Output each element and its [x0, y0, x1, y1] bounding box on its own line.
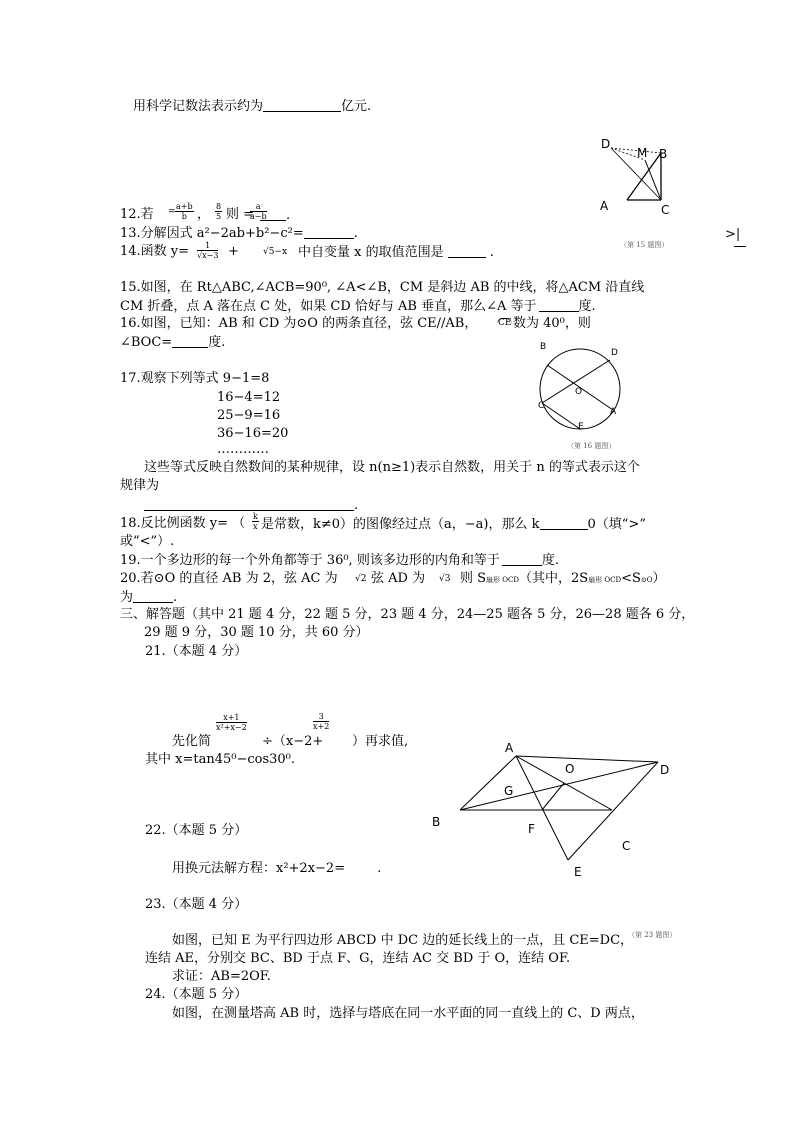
answer-blank[interactable]: [172, 335, 208, 348]
q21-div: ÷（x−2+: [262, 734, 324, 749]
fig16-label-D: D: [611, 348, 618, 358]
fig15-label-B: B: [659, 147, 668, 161]
answer-blank[interactable]: [144, 498, 354, 511]
q14-prefix: 14.函数 y=: [120, 244, 190, 259]
q15-line1: 15.如图，在 Rt△ABC,∠ACB=90⁰, ∠A<∠B，CM 是斜边 AB 的中线，将△ACM 沿直线: [120, 280, 645, 295]
q12-fraction-1: $\frac{a+b}{b}$: [176, 202, 193, 221]
q24-line1: 如图，在测量塔高 AB 时，选择与塔底在同一水平面的同一直线上的 C、D 两点，: [172, 1006, 644, 1021]
q23-line1: 如图，已知 E 为平行四边形 ABCD 中 DC 边的延长线上的一点，且 CE=DC，: [172, 933, 634, 948]
q18-prefix: 18.反比例函数 y= （: [120, 516, 246, 531]
answer-blank[interactable]: [133, 590, 173, 603]
fig15-label-D: D: [601, 137, 611, 151]
fig23-label-B: B: [432, 815, 441, 829]
q21-line2: 其中 x=tan45⁰−cos30⁰.: [145, 752, 296, 767]
q12-fraction-2: $\frac{8}{5}$: [216, 202, 222, 221]
fig23-BD: [460, 762, 658, 810]
fig15-caption: （第 15 题图）: [620, 241, 669, 249]
q14-rest: 中自变量 x 的取值范围是 .: [298, 245, 494, 260]
figure-16: [530, 340, 630, 435]
fig16-chord-CE: [542, 403, 580, 429]
q18-rest: 是常数，k≠0）的图像经过点（a，−a)，那么 k 0（填“>”: [261, 517, 646, 532]
answer-blank[interactable]: [539, 299, 579, 312]
q22-head: 22.（本题 5 分）: [145, 823, 248, 838]
q21-fraction-1: $\frac{x+1}{\text{x²+x−2}}$: [216, 713, 247, 732]
q17-eq: 16−4=12: [217, 390, 281, 405]
fig23-caption: （第 23 题图）: [628, 931, 677, 939]
fig15-line-CM: [645, 160, 661, 200]
q17-line1: 这些等式反映自然数间的某种规律，设 n(n≥1)表示自然数，用关于 n 的等式表示这个: [144, 460, 640, 475]
q19: 19.一个多边形的每一个外角都等于 36⁰, 则该多边形的内角和等于 度.: [120, 553, 559, 568]
q17-line2: 规律为: [120, 478, 160, 493]
fig23-AE: [516, 756, 568, 860]
figure-15: [595, 135, 685, 255]
fig16-label-A: A: [610, 407, 617, 417]
fig23-label-D: D: [660, 763, 670, 777]
q21-head: 21.（本题 4 分）: [145, 644, 248, 659]
answer-blank[interactable]: [540, 517, 588, 530]
q20-sqrt3: √3: [439, 574, 451, 584]
q12-fraction-3: $\frac{a}{a-b}$: [250, 202, 267, 221]
fig23-label-C: C: [622, 839, 631, 853]
q21-fraction-2: $\frac{3}{x+2}$: [313, 712, 330, 731]
q20-mid: 弦 AD 为: [371, 571, 426, 586]
q24-head: 24.（本题 5 分）: [145, 987, 248, 1002]
q20-rest: 则 S扇形 OCD（其中，2S扇形 OCD<S⊙O）: [460, 571, 666, 586]
answer-blank[interactable]: [502, 553, 542, 566]
fig15-line-AB: [627, 153, 661, 200]
q22-text: 用换元法解方程：x²+2x−2= .: [172, 861, 382, 876]
q12-then: 则 =: [226, 207, 255, 222]
q13: 13.分解因式 a²−2ab+b²−c²= .: [120, 226, 358, 241]
figure-23: [430, 740, 680, 880]
q21-post: ）再求值,: [352, 734, 409, 749]
q14-sqrt: √5−x: [263, 247, 288, 257]
q23-head: 23.（本题 4 分）: [145, 897, 248, 912]
q17-eq: …………: [217, 442, 269, 457]
q12-comma: ，: [197, 207, 211, 222]
fig23-label-G: G: [504, 784, 514, 798]
answer-blank[interactable]: [263, 99, 341, 112]
q17-head: 17.观察下列等式 9−1=8: [120, 371, 270, 386]
q16-arc-ce: CE: [498, 318, 512, 328]
q23-line2: 连结 AE，分别交 BC、BD 于点 F、G，连结 AC 交 BD 于 O，连结 OF.: [145, 951, 571, 966]
q12-prefix: 12.若: [120, 207, 154, 222]
q23-line3: 求证：AB=2OF.: [172, 969, 271, 984]
section3-line2: 29 题 9 分，30 题 10 分，共 60 分）: [144, 625, 369, 640]
fig23-label-O: O: [565, 762, 575, 776]
fig16-label-O: O: [575, 387, 583, 397]
fig15-label-A: A: [600, 199, 609, 213]
fig15-line-DC: [611, 148, 661, 200]
edge-mark: >|: [725, 227, 741, 242]
fig15-label-M: M: [637, 146, 648, 160]
section3-line1: 三、解答题（其中 21 题 4 分，22 题 5 分，23 题 4 分，24—25 题各 5 分，26—28 题各 6 分，: [120, 607, 695, 622]
fig23-AD: [516, 756, 658, 762]
q18-fraction: $\frac{k}{x}$: [253, 512, 258, 531]
top-line: 用科学记数法表示约为 亿元.: [133, 99, 372, 114]
q20-sqrt2: √2: [355, 574, 367, 584]
q21-pre: 先化简: [172, 734, 212, 749]
fig16-caption: （第 16 题图）: [567, 442, 616, 450]
fig16-label-B: B: [540, 342, 547, 352]
q18-line2: 或“<”）.: [120, 534, 175, 549]
q20-line2: 为 .: [120, 590, 178, 605]
q16-line1b: 数为 40⁰，则: [513, 316, 591, 331]
fig16-label-E: E: [578, 422, 584, 432]
answer-blank[interactable]: [260, 208, 286, 221]
answer-blank[interactable]: [304, 226, 354, 239]
q20-prefix: 20.若⊙O 的直径 AB 为 2，弦 AC 为: [120, 571, 338, 586]
fig15-label-C: C: [661, 203, 670, 217]
fig23-AB: [460, 756, 516, 810]
q12-answer: .: [260, 208, 290, 223]
fig23-label-E: E: [574, 865, 582, 879]
q14-plus: +: [228, 244, 239, 259]
answer-blank[interactable]: [448, 245, 486, 258]
q17-eq: 36−16=20: [217, 426, 289, 441]
q15-line2: CM 折叠，点 A 落在点 C 处，如果 CD 恰好与 AB 垂直，那么∠A 等于 度.: [120, 299, 596, 314]
q16-line2: ∠BOC= 度.: [120, 335, 226, 350]
q17-answer: .: [144, 498, 358, 513]
fig15-dotted-DB: [611, 148, 661, 153]
q12-eq1: =: [168, 207, 176, 217]
q17-eq: 25−9=16: [217, 408, 281, 423]
fig23-label-F: F: [528, 822, 535, 836]
fig23-label-A: A: [505, 741, 514, 755]
q16-line1: 16.如图，已知：AB 和 CD 为⊙O 的两条直径，弦 CE//AB，: [120, 316, 478, 331]
q14-fraction: $\frac{1}{√x-3}$: [197, 241, 219, 260]
fig16-label-C: C: [538, 401, 545, 411]
edge-dash: [734, 246, 746, 247]
fig23-DE: [568, 762, 658, 860]
